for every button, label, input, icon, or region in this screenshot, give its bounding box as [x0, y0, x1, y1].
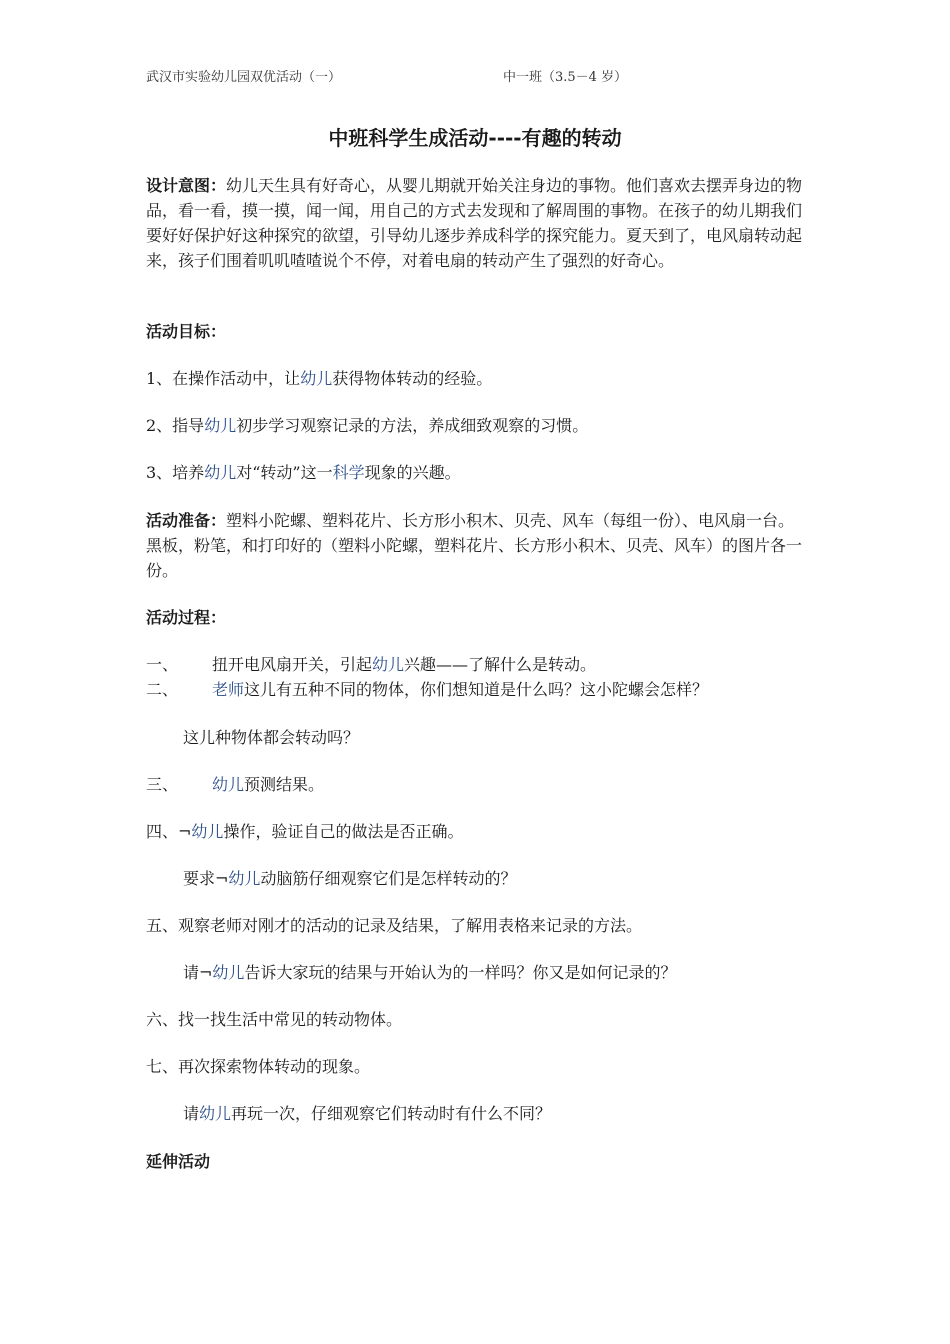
step-1-text-b: 兴趣——了解什么是转动。 [404, 655, 597, 674]
step-5-sub-text-a: 请¬ [183, 963, 213, 982]
process-heading: 活动过程： [146, 608, 227, 627]
design-intent-text: 幼儿天生具有好奇心，从婴儿期就开始关注身边的事物。他们喜欢去摆弄身边的物品，看一看，摸一摸，闻一闻，用自己的方式去发现和了解周围的事物。在孩子的幼儿期我们要好好保护好这种探究的欲望，引导幼儿逐步养成科学的探究能力。夏天到了，电风扇转动起来，孩子们围着叽叽喳喳说个不停，对着电扇的转动产生了强烈的好奇心。 [146, 176, 803, 270]
step-4-sub-text-a: 要求¬ [183, 869, 229, 888]
step-4-text-a: 四、¬ [146, 822, 192, 841]
goal-3-text-b: 对“转动”这一 [236, 463, 333, 482]
step-3-keyword: 幼儿 [212, 775, 245, 794]
step-7: 七、再次探索物体转动的现象。 [146, 1057, 371, 1076]
step-2-number: 二、 [146, 680, 179, 699]
step-3 [146, 773, 324, 797]
step-5-sub [183, 961, 676, 985]
step-2-keyword: 老师 [212, 680, 245, 699]
goal-2-keyword: 幼儿 [204, 416, 237, 435]
step-1-keyword: 幼儿 [372, 655, 405, 674]
step-1-text-a: 扭开电风扇开关，引起 [212, 655, 373, 674]
goal-2 [146, 414, 588, 438]
goals-heading: 活动目标： [146, 322, 227, 341]
activity-preparation [146, 508, 810, 583]
step-7-sub-keyword: 幼儿 [199, 1104, 232, 1123]
goal-1-keyword: 幼儿 [300, 369, 333, 388]
step-7-sub-text-a: 请 [183, 1104, 200, 1123]
extension-heading: 延伸活动 [146, 1152, 211, 1171]
step-1-number: 一、 [146, 655, 179, 674]
step-4-text-b: 操作，验证自己的做法是否正确。 [223, 822, 464, 841]
goal-1 [146, 367, 492, 391]
design-intent-label: 设计意图： [146, 176, 227, 195]
design-intent [146, 173, 810, 273]
step-7-sub-text-b: 再玩一次，仔细观察它们转动时有什么不同？ [231, 1104, 552, 1123]
preparation-label: 活动准备： [146, 511, 227, 530]
goal-2-text-a: 2、指导 [146, 416, 205, 435]
step-1 [146, 653, 596, 677]
goal-3-keyword: 幼儿 [204, 463, 237, 482]
step-5-sub-keyword: 幼儿 [212, 963, 245, 982]
step-2-sub: 这儿种物体都会转动吗？ [183, 728, 360, 747]
step-4-keyword: 幼儿 [191, 822, 224, 841]
step-2-text: 这儿有五种不同的物体，你们想知道是什么吗？这小陀螺会怎样？ [244, 680, 709, 699]
goal-3-text-c: 现象的兴趣。 [364, 463, 461, 482]
preparation-text: 塑料小陀螺、塑料花片、长方形小积木、贝壳、风车（每组一份）、电风扇一台。黑板，粉笔，和打印好的（塑料小陀螺，塑料花片、长方形小积木、贝壳、风车）的图片各一份。 [146, 511, 803, 580]
step-5: 五、观察老师对刚才的活动的记录及结果，了解用表格来记录的方法。 [146, 916, 643, 935]
goal-1-text-a: 1、在操作活动中，让 [146, 369, 301, 388]
step-6: 六、找一找生活中常见的转动物体。 [146, 1010, 403, 1029]
step-5-sub-text-b: 告诉大家玩的结果与开始认为的一样吗？你又是如何记录的？ [244, 963, 677, 982]
step-4-sub-keyword: 幼儿 [228, 869, 261, 888]
goal-3-keyword-science: 科学 [332, 463, 365, 482]
step-3-text: 预测结果。 [244, 775, 325, 794]
step-7-sub [183, 1102, 551, 1126]
step-4-sub-text-b: 动脑筋仔细观察它们是怎样转动的？ [260, 869, 517, 888]
header-school: 武汉市实验幼儿园双优活动（一） [146, 70, 342, 85]
step-3-number: 三、 [146, 775, 179, 794]
goal-3 [146, 461, 461, 485]
goal-1-text-b: 获得物体转动的经验。 [332, 369, 493, 388]
header-class: 中一班（3.5－4 岁） [503, 70, 628, 85]
step-4-sub [183, 867, 516, 891]
goal-2-text-b: 初步学习观察记录的方法，养成细致观察的习惯。 [236, 416, 589, 435]
goal-3-text-a: 3、培养 [146, 463, 205, 482]
step-2 [146, 678, 708, 702]
document-title: 中班科学生成活动----有趣的转动 [328, 126, 622, 150]
step-4 [146, 820, 463, 844]
